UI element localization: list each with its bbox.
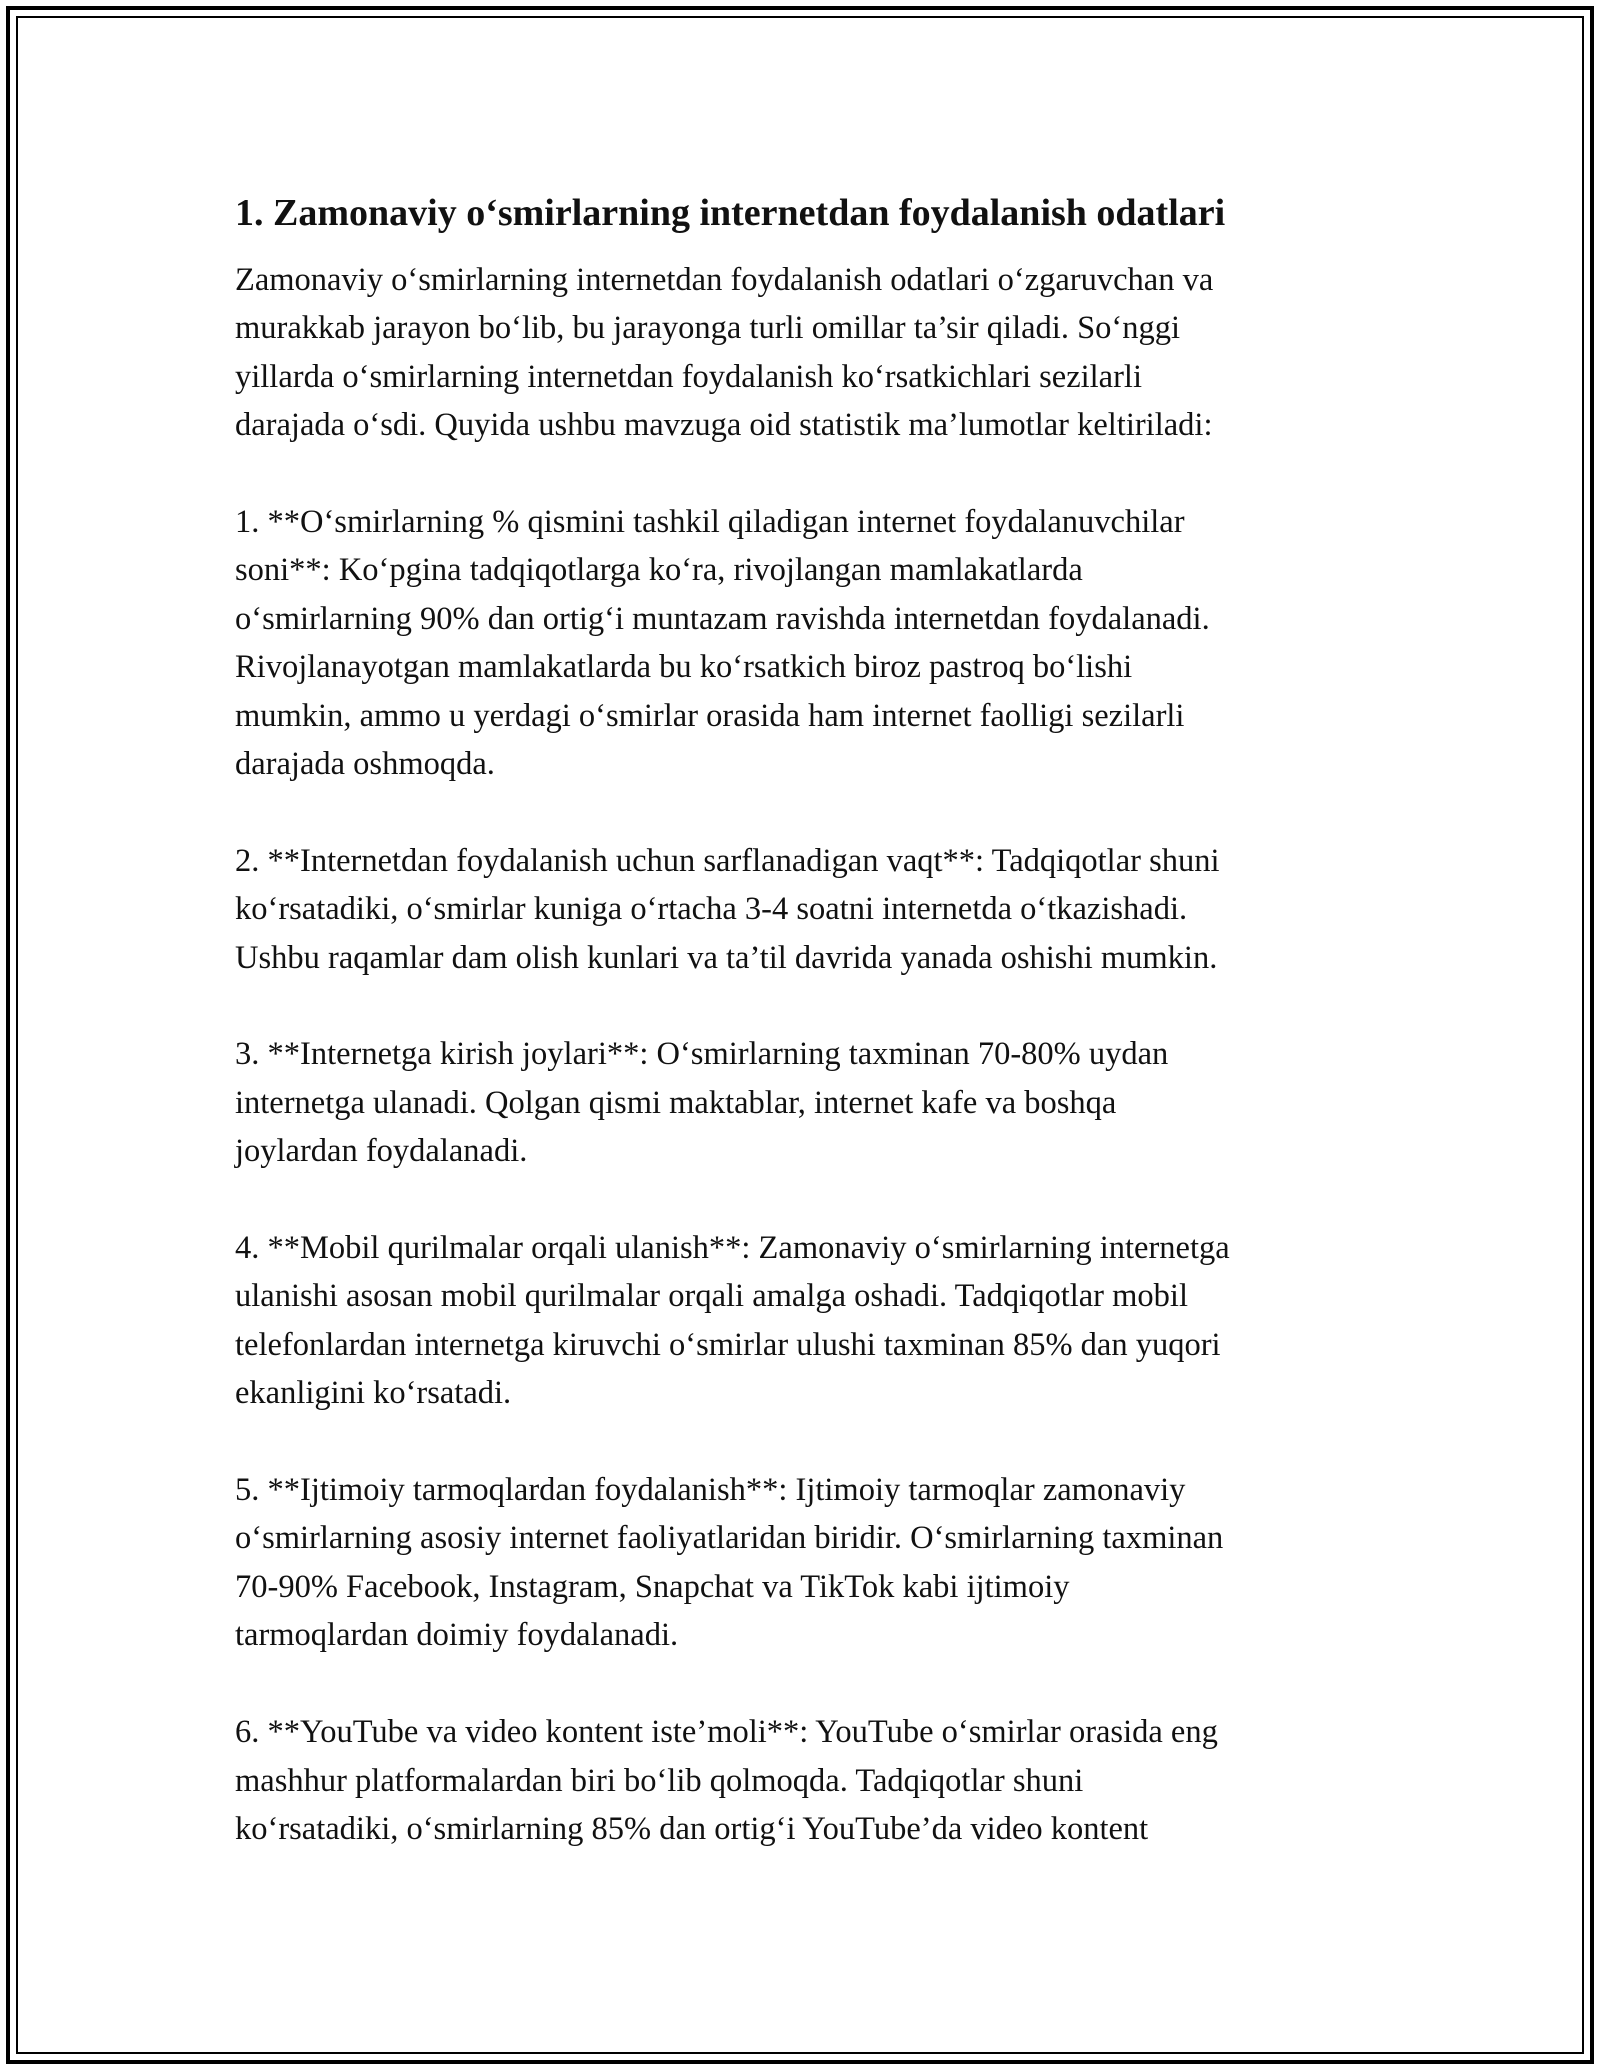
list-item-5: 5. **Ijtimoiy tarmoqlardan foydalanish**: Ijtimoiy tarmoqlar zamonaviy o‘smirlarning asosiy internet faoliyatlaridan biridir. O‘smirlarning taxminan 70-90% Facebook, Instagram, Snapchat va TikTok kabi ijtimoiy tarmoqlardan doimiy foydalanadi. <box>235 1472 1224 1654</box>
list-item-6: 6. **YouTube va video kontent iste’moli**: YouTube o‘smirlar orasida eng mashhur platformalardan biri bo‘lib qolmoqda. Tadqiqotlar shuni ko‘rsatadiki, o‘smirlarning 85% dan ortig‘i YouTube’da video kontent <box>235 1714 1218 1847</box>
list-item-1: 1. **O‘smirlarning % qismini tashkil qiladigan internet foydalanuvchilar soni**: Ko‘pgina tadqiqotlarga ko‘ra, rivojlangan mamlakatlarda o‘smirlarning 90% dan ortig‘i muntazam ravishda internetdan foydalanadi. Rivojlanayotgan mamlakatlarda bu ko‘rsatkich biroz pastroq bo‘lishi mumkin, ammo u yerdagi o‘smirlar orasida ham internet faolligi sezilarli darajada oshmoqda. <box>235 504 1210 783</box>
section-heading: 1. Zamonaviy o‘smirlarning internetdan foydalanish odatlari <box>235 192 1226 234</box>
intro-paragraph: Zamonaviy o‘smirlarning internetdan foydalanish odatlari o‘zgaruvchan va murakkab jarayon bo‘lib, bu jarayonga turli omillar ta’sir qiladi. So‘nggi yillarda o‘smirlarning internetdan foydalanish ko‘rsatkichlari sezilarli darajada o‘sdi. Quyida ushbu mavzuga oid statistik ma’lumotlar keltiriladi: <box>235 262 1214 444</box>
document-body <box>235 188 1385 1902</box>
list-item-2: 2. **Internetdan foydalanish uchun sarflanadigan vaqt**: Tadqiqotlar shuni ko‘rsatadiki, o‘smirlar kuniga o‘rtacha 3-4 soatni internetda o‘tkazishadi. Ushbu raqamlar dam olish kunlari va ta’til davrida yanada oshishi mumkin. <box>235 842 1220 976</box>
list-item-4: 4. **Mobil qurilmalar orqali ulanish**: Zamonaviy o‘smirlarning internetga ulanishi asosan mobil qurilmalar orqali amalga oshadi. Tadqiqotlar mobil telefonlardan internetga kiruvchi o‘smirlar ulushi taxminan 85% dan yuqori ekanligini ko‘rsatadi. <box>235 1230 1230 1412</box>
list-item-3: 3. **Internetga kirish joylari**: O‘smirlarning taxminan 70-80% uydan internetga ulanadi. Qolgan qismi maktablar, internet kafe va boshqa joylardan foydalanadi. <box>235 1036 1169 1170</box>
